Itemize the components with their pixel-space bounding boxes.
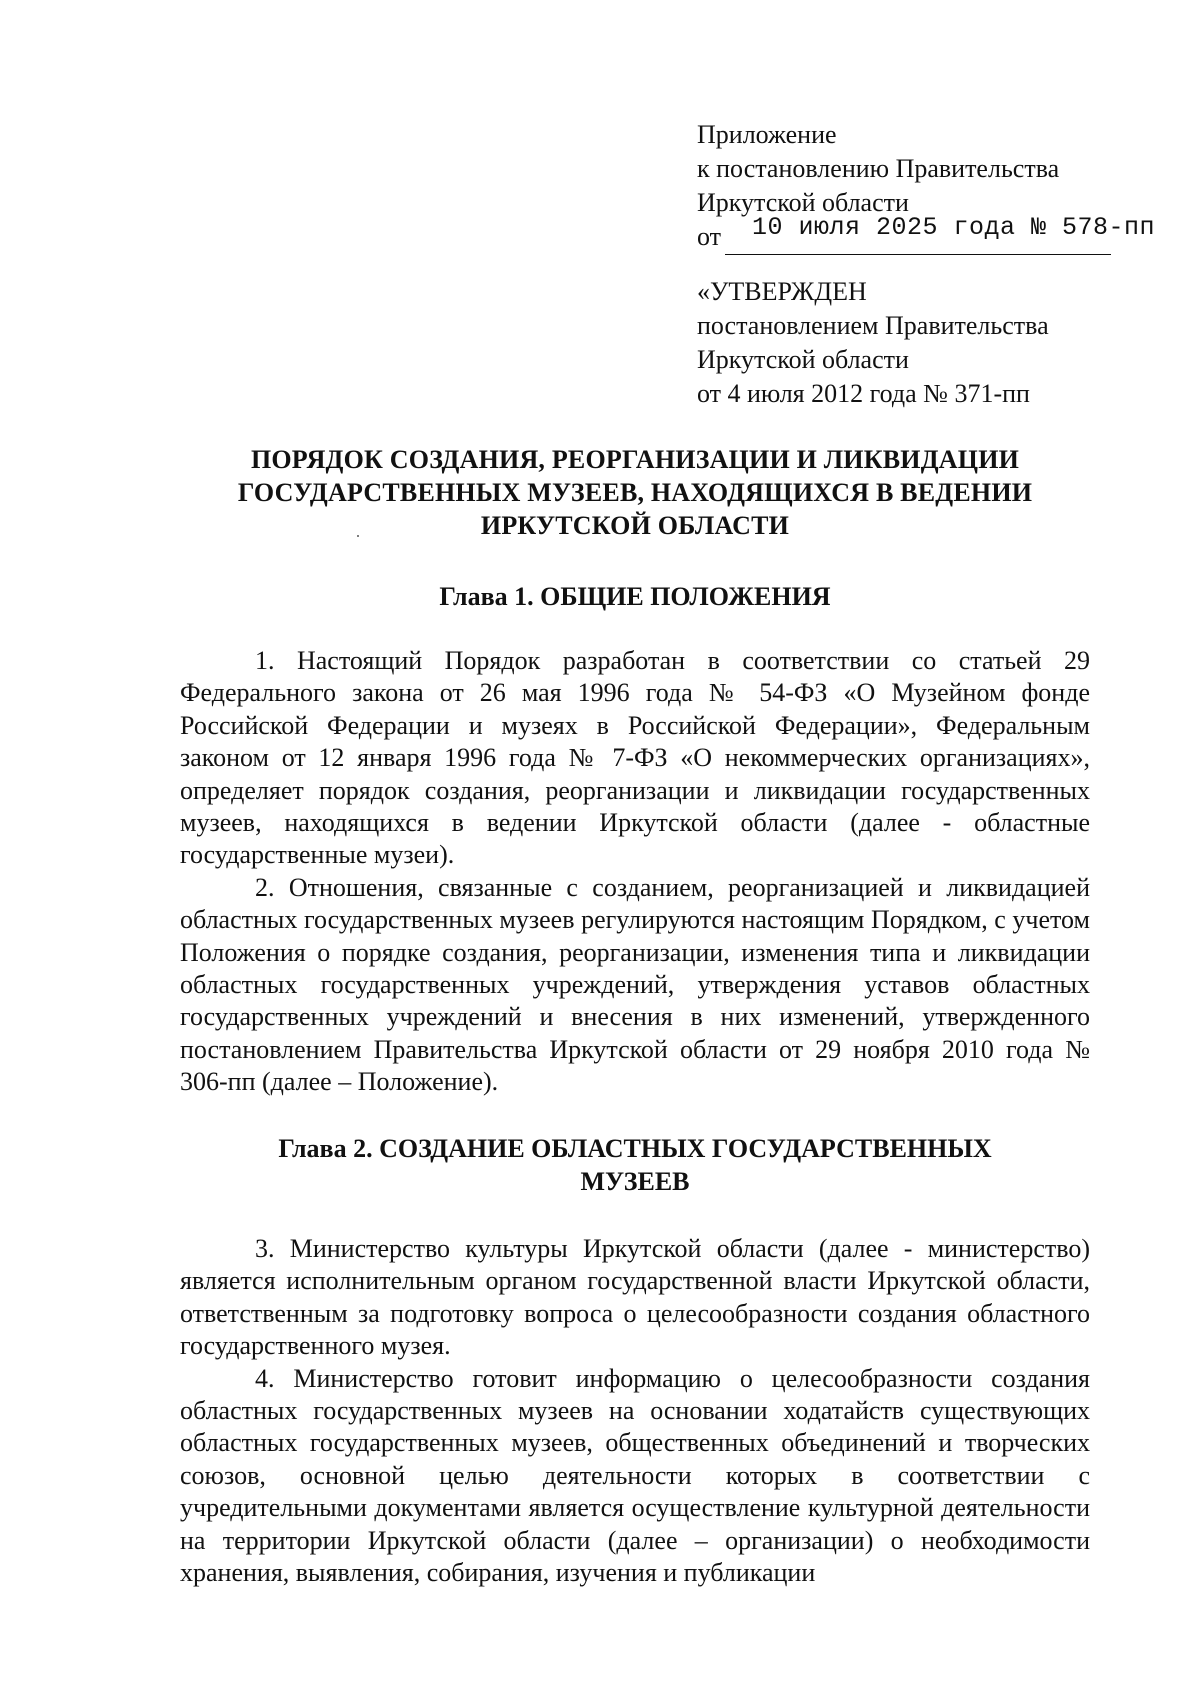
chapter-2-heading: [180, 1132, 1090, 1198]
appendix-date-prefix: от: [697, 222, 722, 251]
appendix-region: Иркутской области: [697, 188, 909, 217]
appendix-resolution-ref: к постановлению Правительства: [697, 154, 1060, 183]
paragraph-3: 3. Министерство культуры Иркутской области (далее - министерство) является исполнительным органом государственной власти Иркутской области, ответственным за подготовку вопроса о целесообразности создания областного государственного музея.: [180, 1234, 1090, 1361]
title-line: ГОСУДАРСТВЕННЫХ МУЗЕЕВ, НАХОДЯЩИХСЯ В ВЕДЕНИИ: [237, 478, 1033, 507]
approved-by: постановлением Правительства: [697, 311, 1049, 340]
appendix-label: Приложение: [697, 120, 837, 149]
chapter-1-heading: Глава 1. ОБЩИЕ ПОЛОЖЕНИЯ: [439, 582, 831, 611]
scan-speck: [357, 535, 359, 537]
chapter-2-heading-line: Глава 2. СОЗДАНИЕ ОБЛАСТНЫХ ГОСУДАРСТВЕННЫХ: [278, 1134, 992, 1163]
paragraph-4: 4. Министерство готовит информацию о целесообразности создания областных государственных музеев на основании ходатайств существующих областных государственных музеев, общественных объединений и творческих союзов, основной целью деятельности которых в соответствии с учредительными документами является осуществление культурной деятельности на территории Иркутской области (далее – организации) о необходимости хранения, выявления, собирания, изучения и публикации: [180, 1363, 1090, 1588]
approved-date: от 4 июля 2012 года № 371-пп: [697, 379, 1030, 408]
appendix-block: [697, 118, 1156, 254]
paragraph-1: 1. Настоящий Порядок разработан в соответствии со статьей 29 Федерального закона от 26 мая 1996 года № 54-ФЗ «О Музейном фонде Российской Федерации и музеях в Российской Федерации», Федеральным законом от 12 января 1996 года № 7-ФЗ «О некоммерческих организациях», определяет порядок создания, реорганизации и ликвидации государственных музеев, находящихся в ведении Иркутской области (далее - областные государственные музеи).: [180, 646, 1090, 870]
paragraph-2: 2. Отношения, связанные с созданием, реорганизацией и ликвидацией областных государственных музеев регулируются настоящим Порядком, с учетом Положения о порядке создания, реорганизации, изменения типа и ликвидации областных государственных учреждений, утверждения уставов областных государственных учреждений и внесения в них изменений, утвержденного постановлением Правительства Иркутской области от 29 ноября 2010 года № 306-пп (далее – Положение).: [180, 872, 1090, 1097]
title-line: ПОРЯДОК СОЗДАНИЯ, РЕОРГАНИЗАЦИИ И ЛИКВИДАЦИИ: [250, 445, 1020, 474]
chapter-2-heading-line: МУЗЕЕВ: [580, 1167, 690, 1196]
chapter-2-body: [180, 1233, 1090, 1589]
approved-label: «УТВЕРЖДЕН: [697, 277, 867, 306]
appendix-date-typed: 10 июля 2025 года № 578-пп: [752, 213, 1156, 242]
title-line: ИРКУТСКОЙ ОБЛАСТИ: [480, 511, 790, 540]
approved-region: Иркутской области: [697, 345, 909, 374]
appendix-date-line: [697, 213, 1156, 254]
document-title: [180, 443, 1090, 542]
chapter-1-body: [180, 645, 1090, 1099]
approved-block: [697, 275, 1127, 411]
